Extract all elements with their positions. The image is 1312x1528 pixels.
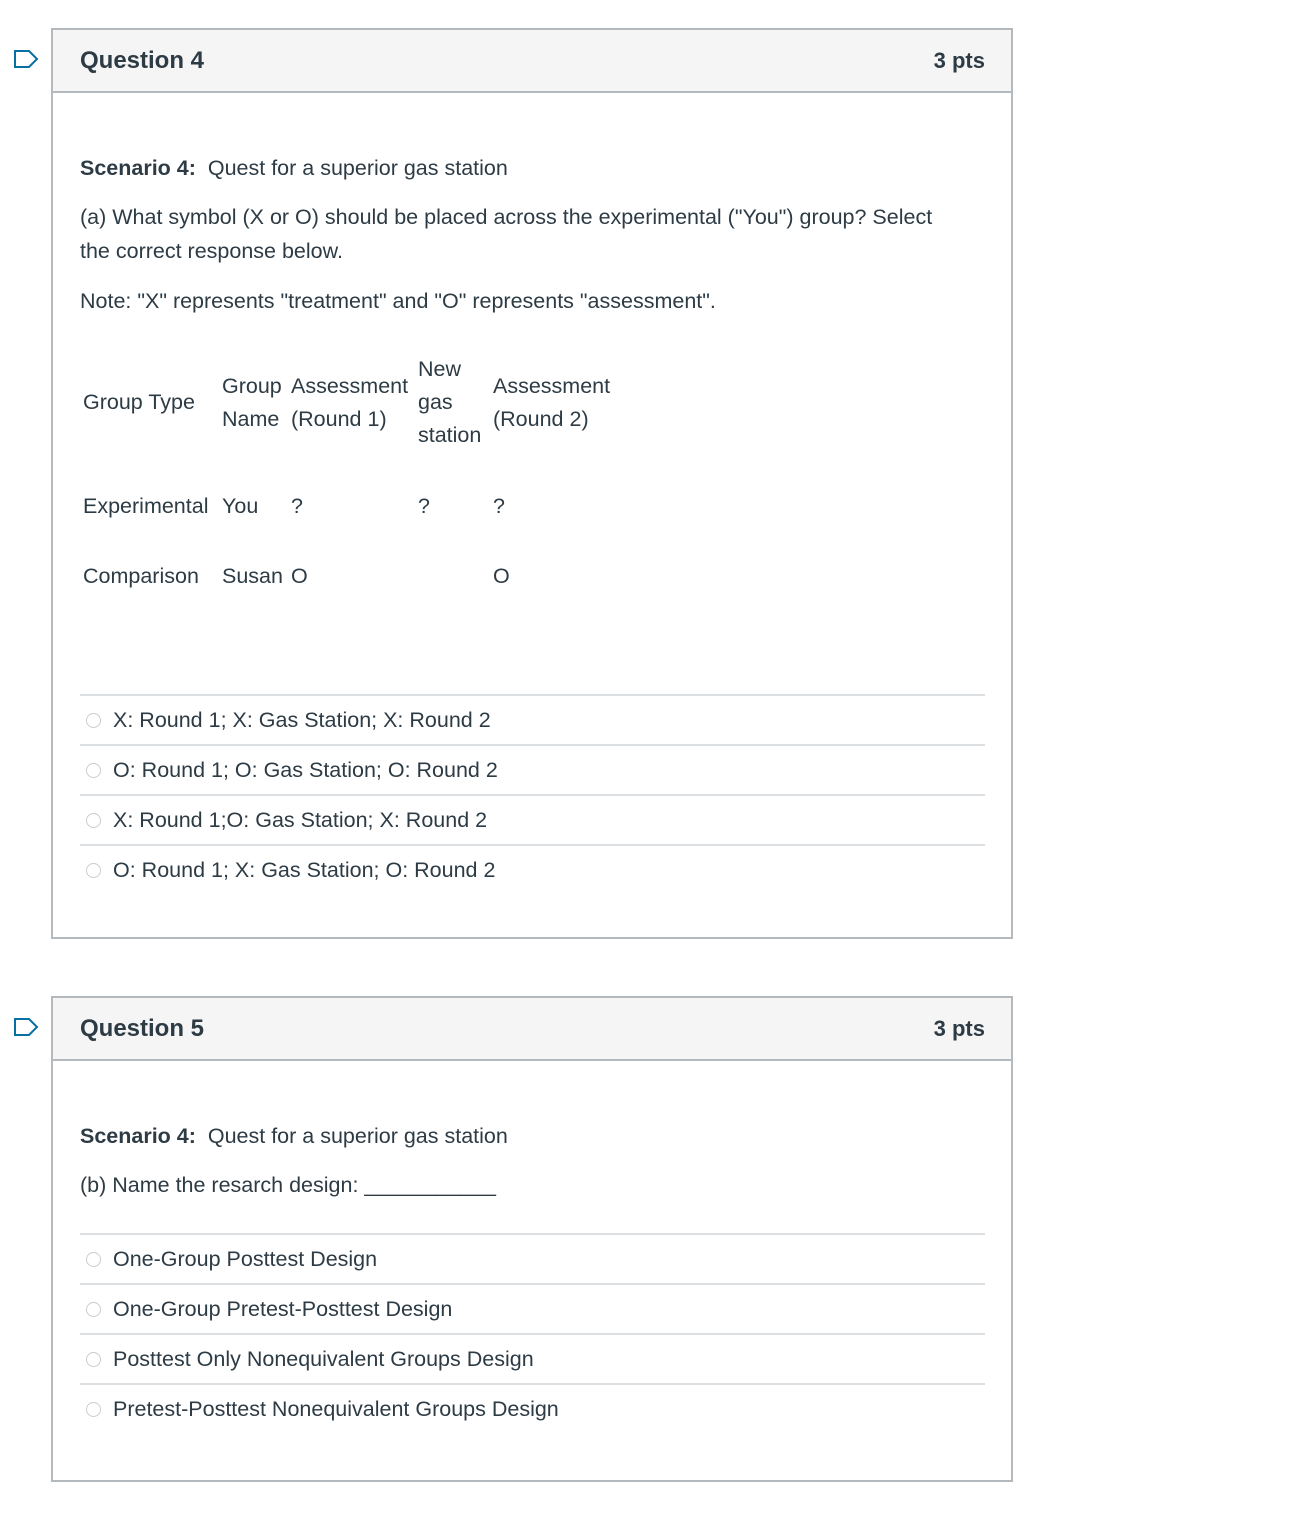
row-comparison-assessment-2: O (493, 564, 510, 588)
note-text: Note: "X" represents "treatment" and "O" represents "assessment". (80, 289, 716, 313)
question-title: Question 5 (80, 1014, 205, 1042)
question-4-card (51, 28, 1013, 939)
answer-option[interactable] (80, 1335, 985, 1385)
row-experimental-type: Experimental (83, 494, 209, 518)
question-points: 3 pts (933, 1015, 985, 1041)
question-prompt: (b) Name the resarch design: ___________ (80, 1173, 496, 1197)
header-name: Name (222, 407, 280, 431)
question-4-body (53, 151, 1011, 894)
question-4-header (53, 30, 1011, 93)
answer-option[interactable] (80, 1235, 985, 1285)
question-prompt-line-1: (a) What symbol (X or O) should be placed across the experimental ("You") group? Select (80, 205, 933, 229)
row-comparison-type: Comparison (83, 564, 199, 588)
row-experimental-assessment-1: ? (291, 494, 303, 518)
header-gas: gas (418, 390, 453, 414)
answer-label: Posttest Only Nonequivalent Groups Design (113, 1347, 534, 1371)
flag-question-4-icon[interactable] (13, 49, 37, 67)
row-experimental-name: You (222, 494, 259, 518)
radio-button[interactable] (86, 863, 101, 878)
answer-option[interactable] (80, 1285, 985, 1335)
question-5-body (53, 1119, 1011, 1433)
flag-question-5-icon[interactable] (13, 1017, 37, 1035)
header-assessment-2: Assessment (493, 374, 611, 398)
answer-label: O: Round 1; O: Gas Station; O: Round 2 (113, 758, 498, 782)
header-new: New (418, 357, 462, 381)
scenario-line (80, 1119, 985, 1153)
radio-button[interactable] (86, 1302, 101, 1317)
row-experimental-assessment-2: ? (493, 494, 505, 518)
row-comparison-name: Susan (222, 564, 283, 588)
answer-label: O: Round 1; X: Gas Station; O: Round 2 (113, 858, 496, 882)
radio-button[interactable] (86, 713, 101, 728)
answer-option[interactable] (80, 796, 985, 846)
answer-list (80, 694, 985, 894)
scenario-text: Quest for a superior gas station (207, 1124, 508, 1148)
answer-option[interactable] (80, 696, 985, 746)
scenario-label: Scenario 4: (80, 1124, 196, 1148)
radio-button[interactable] (86, 1352, 101, 1367)
question-prompt (80, 200, 985, 268)
radio-button[interactable] (86, 1402, 101, 1417)
scenario-label: Scenario 4: (80, 156, 196, 180)
answer-label: X: Round 1; X: Gas Station; X: Round 2 (113, 708, 491, 732)
answer-label: One-Group Pretest-Posttest Design (113, 1297, 453, 1321)
header-group-type: Group Type (83, 390, 195, 414)
answer-option[interactable] (80, 846, 985, 894)
question-5-card (51, 996, 1013, 1482)
header-group: Group (222, 374, 282, 398)
header-station: station (418, 423, 482, 447)
answer-option[interactable] (80, 1385, 985, 1433)
radio-button[interactable] (86, 813, 101, 828)
header-round-1: (Round 1) (291, 407, 387, 431)
scenario-text: Quest for a superior gas station (207, 156, 508, 180)
answer-label: Pretest-Posttest Nonequivalent Groups Design (113, 1397, 559, 1421)
design-table (80, 318, 985, 638)
question-5-header (53, 998, 1011, 1061)
answer-list (80, 1233, 985, 1433)
answer-option[interactable] (80, 746, 985, 796)
scenario-line (80, 151, 985, 185)
question-title: Question 4 (80, 46, 205, 74)
radio-button[interactable] (86, 1252, 101, 1267)
row-comparison-assessment-1: O (291, 564, 308, 588)
header-assessment-1: Assessment (291, 374, 409, 398)
radio-button[interactable] (86, 763, 101, 778)
header-round-2: (Round 2) (493, 407, 589, 431)
question-points: 3 pts (933, 47, 985, 73)
answer-label: One-Group Posttest Design (113, 1247, 378, 1271)
answer-label: X: Round 1;O: Gas Station; X: Round 2 (113, 808, 488, 832)
question-prompt-line-2: the correct response below. (80, 239, 343, 263)
row-experimental-treatment: ? (418, 494, 430, 518)
